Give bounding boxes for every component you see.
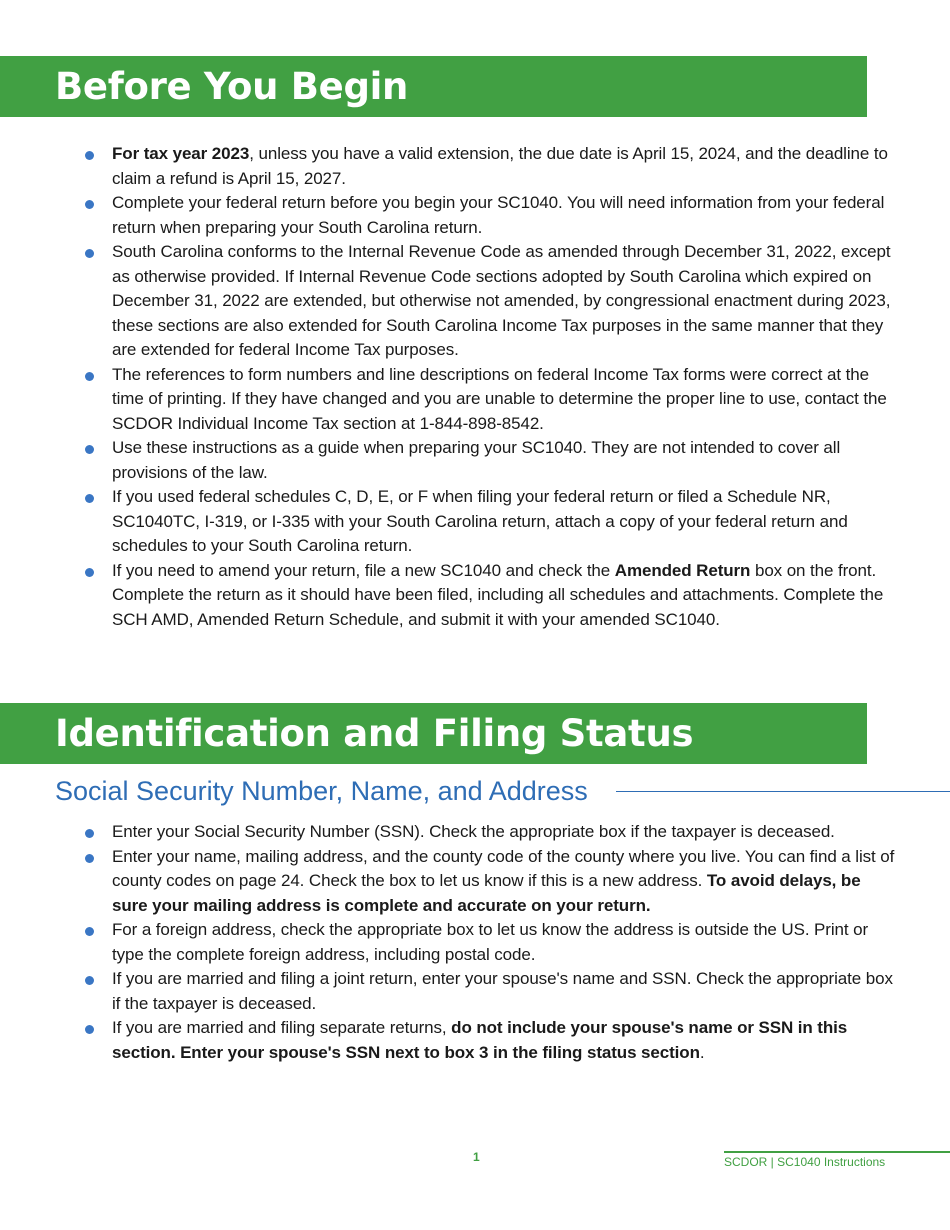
list-item: [0, 436, 895, 485]
bullet-icon: [85, 1025, 94, 1034]
bullet-icon: [85, 854, 94, 863]
item-text: .: [699, 1042, 705, 1062]
bullet-icon: [85, 494, 94, 503]
item-text: Use these instructions as a guide when preparing your SC1040. They are not intended to cover all provisions of the law.: [112, 438, 841, 482]
list-item: [0, 363, 895, 437]
item-text: box on the front. Complete the return as it should have been filed, including all schedules and attachments. Complete the SCH AMD, Amended Return Schedule, and submit it with your amended SC1040.: [112, 560, 884, 629]
item-text: Complete your federal return before you begin your SC1040. You will need information from your federal return when preparing your South Carolina return.: [112, 193, 885, 237]
list-item: [0, 1016, 895, 1065]
item-text: If you need to amend your return, file a new SC1040 and check the: [112, 560, 615, 580]
bold-text: Amended Return: [614, 560, 751, 580]
item-text: The references to form numbers and line descriptions on federal Income Tax forms were correct at the time of printing. If they have changed and you are unable to determine the proper line to use, contact the SCDOR Individual Income Tax section at 1-844-898-8542.: [112, 364, 887, 433]
bold-text: To avoid delays, be sure your mailing address is complete and accurate on your return.: [112, 871, 861, 915]
item-text: If you are married and filing separate returns,: [112, 1018, 452, 1037]
list-item: [0, 845, 895, 919]
item-text: For a foreign address, check the appropriate box to let us know the address is outside the US. Print or type the complete foreign address, including postal code.: [112, 920, 869, 964]
bullet-icon: [85, 445, 94, 454]
subheading-rule: [616, 791, 950, 792]
item-text: , unless you have a valid extension, the due date is April 15, 2024, and the deadline to claim a refund is April 15, 2027.: [112, 144, 888, 188]
identification-list: [0, 820, 895, 1065]
item-text: If you used federal schedules C, D, E, or F when filing your federal return or filed a Schedule NR, SC1040TC, I-319, or I-335 with your South Carolina return, attach a copy of your federal return and schedules to your South Carolina return.: [112, 487, 848, 555]
section-title-identification: Identification and Filing Status: [0, 703, 867, 764]
item-text: If you are married and filing a joint return, enter your spouse's name and SSN. Check the appropriate box if the taxpayer is deceased.: [112, 969, 893, 1013]
bold-text: For tax year 2023: [112, 144, 250, 163]
bullet-icon: [85, 151, 94, 160]
bullet-icon: [85, 568, 94, 577]
before-you-begin-list: [0, 142, 895, 632]
item-text: Enter your name, mailing address, and the county code of the county where you live. You can find a list of county codes on page 24. Check the box to let us know if this is a new address.: [112, 846, 895, 890]
footer-label: SCDOR | SC1040 Instructions: [724, 1155, 886, 1169]
bullet-icon: [85, 372, 94, 381]
list-item: [0, 559, 895, 633]
item-text: Enter your Social Security Number (SSN). Check the appropriate box if the taxpayer is deceased.: [112, 822, 835, 841]
section-title-before-you-begin: Before You Begin: [0, 56, 867, 117]
list-item: [0, 820, 895, 845]
list-item: [0, 918, 895, 967]
item-text: South Carolina conforms to the Internal Revenue Code as amended through December 31, 2022, except as otherwise provided. If Internal Revenue Code sections adopted by South Carolina which expired on December 31, 2022 are extended, but otherwise not amended, by congressional enactment during 2023, these sections are also extended for South Carolina Income Tax purposes in the same manner that they are extended for federal Income Tax purposes.: [112, 242, 891, 359]
list-item: [0, 967, 895, 1016]
list-item: [0, 191, 895, 240]
bullet-icon: [85, 927, 94, 936]
list-item: [0, 240, 895, 363]
bullet-icon: [85, 200, 94, 209]
bold-text: do not include your spouse's name or SSN in this section. Enter your spouse's SSN next to box 3 in the filing status section: [112, 1018, 848, 1062]
list-item: [0, 485, 895, 559]
bullet-icon: [85, 829, 94, 838]
bullet-icon: [85, 976, 94, 985]
subheading-ssn-name-address: Social Security Number, Name, and Address: [55, 776, 588, 806]
list-item: [0, 142, 895, 191]
bullet-icon: [85, 249, 94, 258]
page-number: 1: [473, 1150, 480, 1164]
footer-rule: [724, 1151, 950, 1153]
